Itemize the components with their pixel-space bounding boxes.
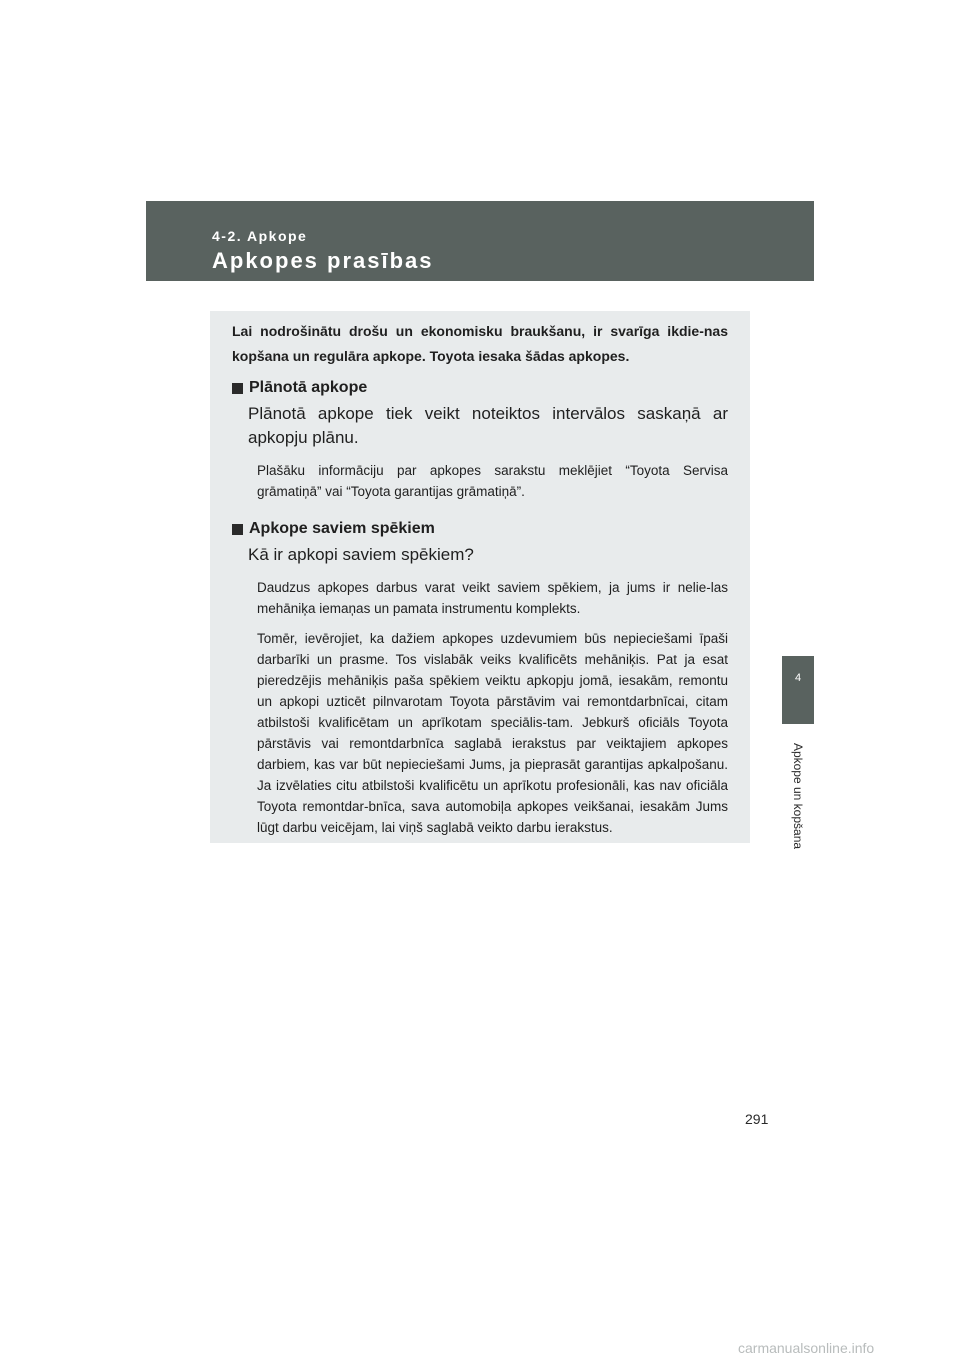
page-title: Apkopes prasības bbox=[212, 248, 434, 273]
chapter-side-label: Apkope un kopšana bbox=[791, 742, 805, 850]
section-heading-text: Apkope saviem spēkiem bbox=[249, 520, 435, 537]
square-bullet-icon bbox=[232, 383, 243, 394]
content-box bbox=[210, 311, 750, 843]
section-heading-text: Plānotā apkope bbox=[249, 379, 368, 396]
section-heading-planned-maintenance bbox=[232, 376, 728, 400]
section-note: Plašāku informāciju par apkopes sarakstu meklējiet “Toyota Servisa grāmatiņā” vai “Toyota garantijas grāmatiņā”. bbox=[257, 463, 728, 499]
section-heading-diy-maintenance bbox=[232, 517, 728, 541]
square-bullet-icon bbox=[232, 524, 243, 535]
intro-paragraph: Lai nodrošinātu drošu un ekonomisku braukšanu, ir svarīga ikdie-nas kopšana un regulāra apkope. Toyota iesaka šādas apkopes. bbox=[232, 323, 728, 364]
chapter-tab[interactable] bbox=[782, 656, 814, 724]
chapter-tab-number: 4 bbox=[794, 672, 802, 684]
section-label: 4-2. Apkope bbox=[212, 228, 308, 244]
section-spacer bbox=[232, 502, 728, 510]
section-note: Daudzus apkopes darbus varat veikt saviem spēkiem, ja jums ir nelie-las mehāniķa iemaņas un pamata instrumentu komplekts. bbox=[257, 580, 728, 616]
section-lead-text: Plānotā apkope tiek veikt noteiktos intervālos saskaņā ar apkopju plānu. bbox=[248, 404, 728, 447]
section-lead-text: Kā ir apkopi saviem spēkiem? bbox=[248, 545, 474, 564]
watermark-text: carmanualsonline.info bbox=[738, 1340, 875, 1356]
section-note: Tomēr, ievērojiet, ka dažiem apkopes uzdevumiem būs nepieciešami īpaši darbarīki un prasme. Tos vislabāk veiks kvalificēts mehāniķis. Pat ja esat pieredzējis mehāniķis paša spēkiem veiktu apkopju jomā, iesakām, remontu un apkopi uzticēt pilnvarotam Toyota pārstāvim vai remontdarbnīcai, citam atbilstoši kvalificētam un aprīkotam speciālis-tam. Jebkurš oficiāls Toyota pārstāvis vai remontdarbnīca saglabā ierakstus par veiktajiem apkopes darbiem, kas var būt nepieciešami Jums, ja pieprasāt garantijas apkalpošanu. Ja izvēlaties citu atbilstoši kvalificētu un aprīkotu profesionāli, kas nav oficiāla Toyota remontdar-bnīca, sava automobiļa apkopes veikšanai, iesakām Jums lūgt darbu veicējam, lai viņš saglabā veikto darbu ierakstus. bbox=[257, 631, 728, 835]
page-number: 291 bbox=[745, 1111, 769, 1127]
header-band bbox=[146, 201, 814, 281]
